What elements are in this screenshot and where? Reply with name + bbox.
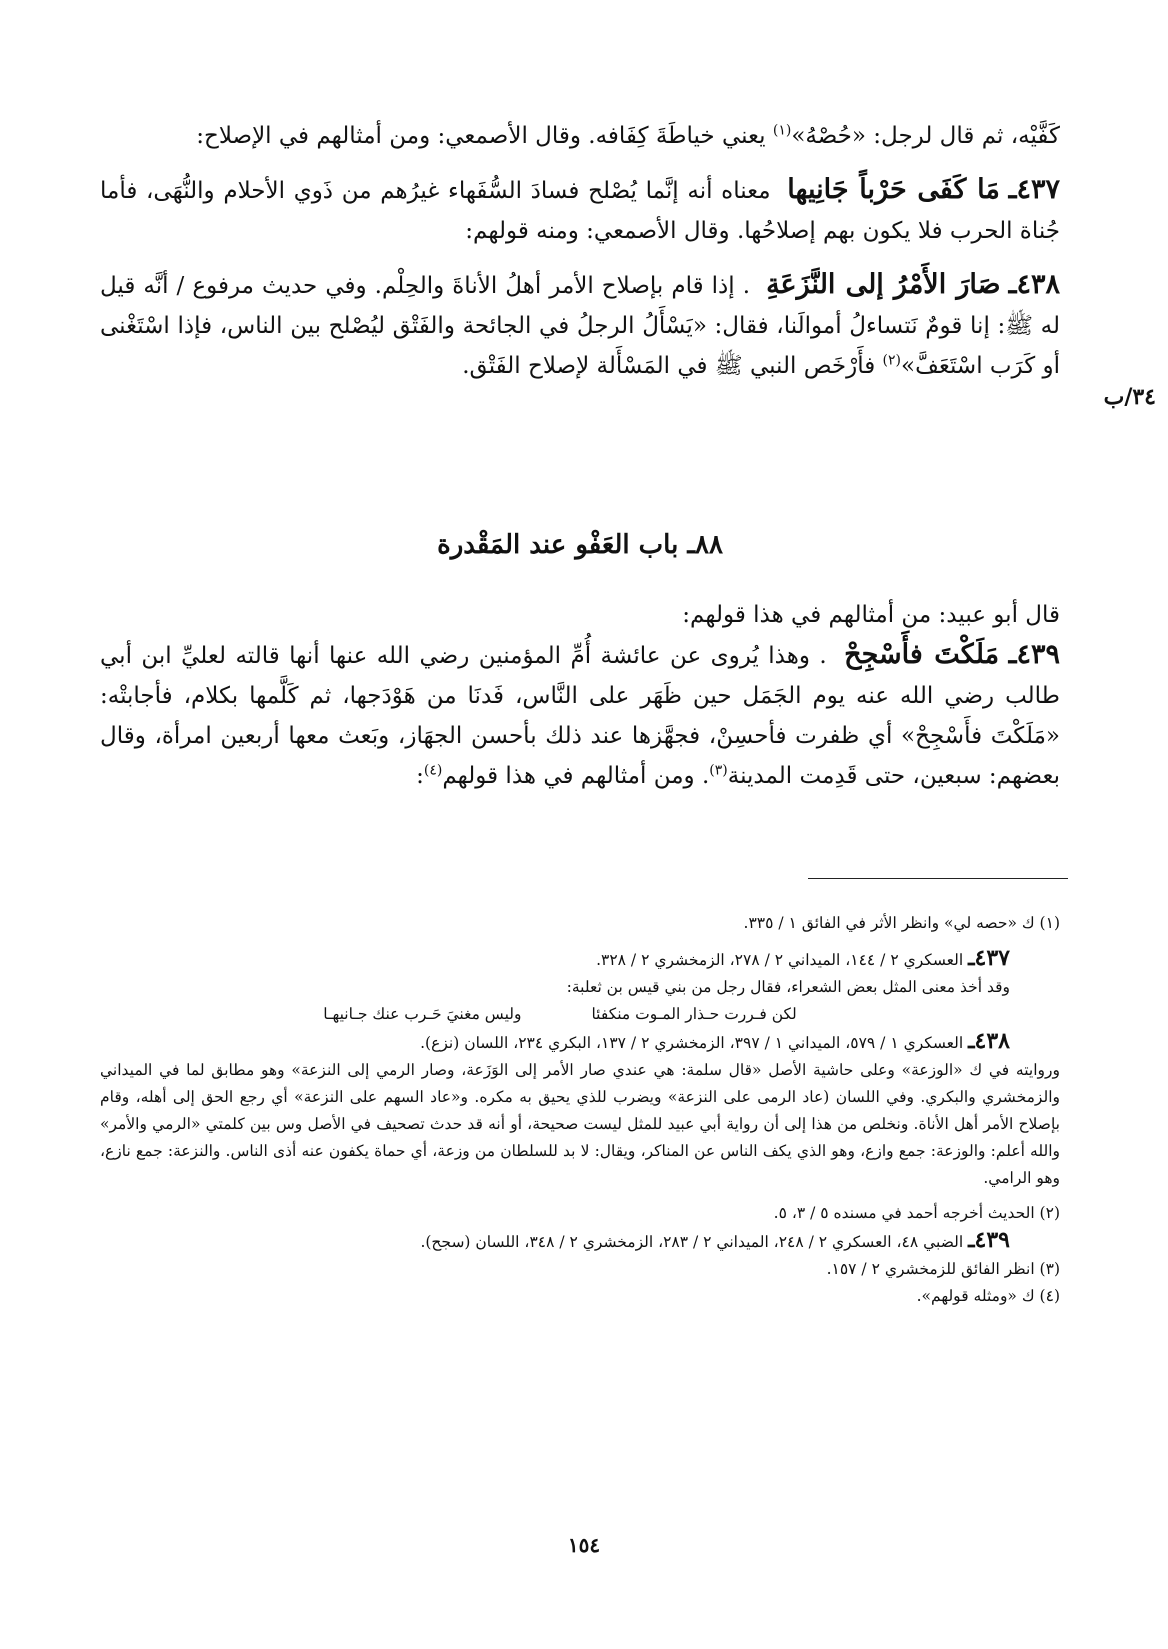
chapter-title: ٨٨ـ باب العَفْو عند المَقْدرة [437, 530, 723, 560]
entry-number-439: ٤٣٩ـ [1008, 639, 1060, 670]
note-439: ٤٣٩ـ الضبي ٤٨، العسكري ٢ / ٢٤٨، الميداني ٢ / ٢٨٣، الزمخشري ٢ / ٣٤٨، اللسان (سجح). [420, 1227, 1010, 1253]
note-437: ٤٣٧ـ العسكري ٢ / ١٤٤، الميداني ٢ / ٢٧٨، الزمخشري ٢ / ٣٢٨. [596, 945, 1010, 971]
entry-text-439: . وهذا يُروى عن عائشة أُمِّ المؤمنين رضي الله عنها أنها قالته لعليِّ ابن أبي طالب رضي الله عنه يوم الجَمَل حين ظَهَر على النَّاس، فَدنَا من هَوْدَجها، ثم كَلَّمها بكلام، فأجابتْه: «مَلَكْتَ فأَسْجِحْ» أي ظفرت فأحسِنْ، فجهَّزها عند ذلك بأحسن الجهَاز، وبَعث معها أربعين امرأة، وقال بعضهم: سبعين، حتى قَدِمت المدينة [100, 643, 1060, 789]
verse-first-hemistich: لكن فـررت حـذار المـوت منكفئا [591, 1005, 797, 1023]
note-437-line2: وقد أخذ معنى المثل بعض الشعراء، فقال رجل من بني قيس بن ثعلبة: [566, 978, 1010, 996]
note-number-437: ٤٣٧ـ [968, 945, 1010, 971]
chapter-intro: قال أبو عبيد: من أمثالهم في هذا قولهم: [682, 602, 1060, 628]
footnote-ref-1[interactable]: (١) [772, 122, 792, 139]
proverb-439: مَلَكْتَ فأَسْجِحْ [844, 639, 1000, 670]
verse-second-hemistich: وليس مغنيَ حَـرب عنك جـانيهـا [323, 1005, 522, 1023]
entry-number-438: ٤٣٨ـ [1008, 269, 1060, 300]
entry-text-437: معناه أنه إنَّما يُصْلح فسادَ السُّفَهاء غيرُهم من ذَوي الأحلام والنُّهَى، فأما جُناة الحرب فلا يكون بهم إصلاحُها. وقال الأصمعي: ومنه قولهم: [100, 178, 1060, 244]
footnote-ref-3[interactable]: (٣) [709, 762, 728, 779]
footnote-ref-4[interactable]: (٤) [423, 762, 443, 779]
main-text [100, 116, 1060, 386]
entry-439: ٤٣٩ـ مَلَكْتَ فأَسْجِحْ . وهذا يُروى عن عائشة أُمِّ المؤمنين رضي الله عنها أنها قالته لعليِّ ابن أبي طالب رضي الله عنه يوم الجَمَل حين ظَهَر على النَّاس، فَدنَا من هَوْدَجها، ثم كَلَّمها بكلام، فأجابتْه: «مَلَكْتَ فأَسْجِحْ» أي ظفرت فأحسِنْ، فجهَّزها عند ذلك بأحسن الجهَاز، وبَعث معها أربعين امرأة، وقال بعضهم: سبعين، حتى قَدِمت المدينة$^{(٣)}$. ومن أمثالهم في هذا قولهم$^{(٤)}$: [100, 639, 1060, 789]
note-number-439: ٤٣٩ـ [968, 1227, 1010, 1253]
chapter-text [100, 595, 1060, 796]
footnote-3: (٣) انظر الفائق للزمخشري ٢ / ١٥٧. [826, 1260, 1060, 1278]
proverb-438: صَارَ الأَمْرُ إلى النَّزَعَةِ [766, 269, 1001, 300]
note-438-body: وروايته في ك «الوزعة» وعلى حاشية الأصل «قال سلمة: هي عندي صار الأمر إلى الوَزَعة، وصار الرمي إلى النزعة» وهو مطابق لما في الميداني والزمخشري والبكري. وفي اللسان (عاد الرمى على النزعة» ويضرب للذي يحيق به مكره. و«عاد السهم على النزعة» أي رجع الحق إلى أهله، وقام بإصلاح الأمر أهل الأناة. ونخلص من هذا إلى أن رواية أبي عبيد للمثل ليست صحيحة، أو أنه قد حدث تصحيف في الأصل وس بين كلمتي «الرمي والأمر» والله أعلم: والوزعة: جمع وازع، وهو الذي يكف الناس عن المناكر، ويقال: لا بد للسلطان من وزعة، أي حماة يكفون عنه أذى الناس. والنزعة: جمع نازع، وهو الرامي. [100, 1061, 1060, 1187]
footnotes [100, 910, 1060, 1310]
footnote-1: (١) ك «حصه لي» وانظر الأثر في الفائق ١ / ٣٣٥. [743, 914, 1060, 932]
entry-438: ٤٣٨ـ صَارَ الأَمْرُ إلى النَّزَعَةِ . إذا قام بإصلاح الأمر أهلُ الأناةَ والحِلْم. وفي حديث مرفوع / أنَّه قيل له ﷺ: إنا قومٌ نَتساءلُ أموالَنا، فقال: «يَسْأَلُ الرجلُ في الجائحة والفَتْق ليُصْلح بين الناس، فإذا اسْتَغْنى أو كَرَب اسْتَعَفَّ»$^{(٢)}$ فأَرْخَص النبي ﷺ في المَسْأَلة لإصلاح الفَتْق. [100, 269, 1060, 379]
footnote-divider [808, 878, 1068, 879]
manuscript-folio-note: ٣٤/ب [1103, 384, 1156, 410]
paragraph-intro: كَفَّيْه، ثم قال لرجل: «حُصْهُ»$^{(١)}$ يعني خياطَةَ كِفَافه. وقال الأصمعي: ومن أمثالهم في الإصلاح: [196, 122, 1060, 149]
proverb-437: مَا كَفَى حَرْباً جَانِيها [787, 174, 1000, 205]
note-438: ٤٣٨ـ العسكري ١ / ٥٧٩، الميداني ١ / ٣٩٧، الزمخشري ٢ / ١٣٧، البكري ٢٣٤، اللسان (نزع). [420, 1028, 1010, 1054]
footnote-4: (٤) ك «ومثله قولهم». [916, 1287, 1060, 1305]
footnote-2: (٢) الحديث أخرجه أحمد في مسنده ٥ / ٣، ٥. [773, 1204, 1060, 1222]
footnote-ref-2[interactable]: (٢) [882, 352, 901, 369]
entry-text-438: . إذا قام بإصلاح الأمر أهلُ الأناةَ والحِلْم. وفي حديث مرفوع / أنَّه قيل له ﷺ: إنا قومٌ نَتساءلُ أموالَنا، فقال: «يَسْأَلُ الرجلُ في الجائحة والفَتْق ليُصْلح بين الناس، فإذا اسْتَغْنى أو كَرَب اسْتَعَفَّ» [100, 273, 1060, 379]
page-number: ١٥٤ [567, 1533, 601, 1557]
note-number-438: ٤٣٨ـ [968, 1028, 1010, 1054]
entry-number-437: ٤٣٧ـ [1008, 174, 1060, 205]
poem-verse [100, 1001, 1060, 1028]
entry-437 [100, 170, 1060, 251]
